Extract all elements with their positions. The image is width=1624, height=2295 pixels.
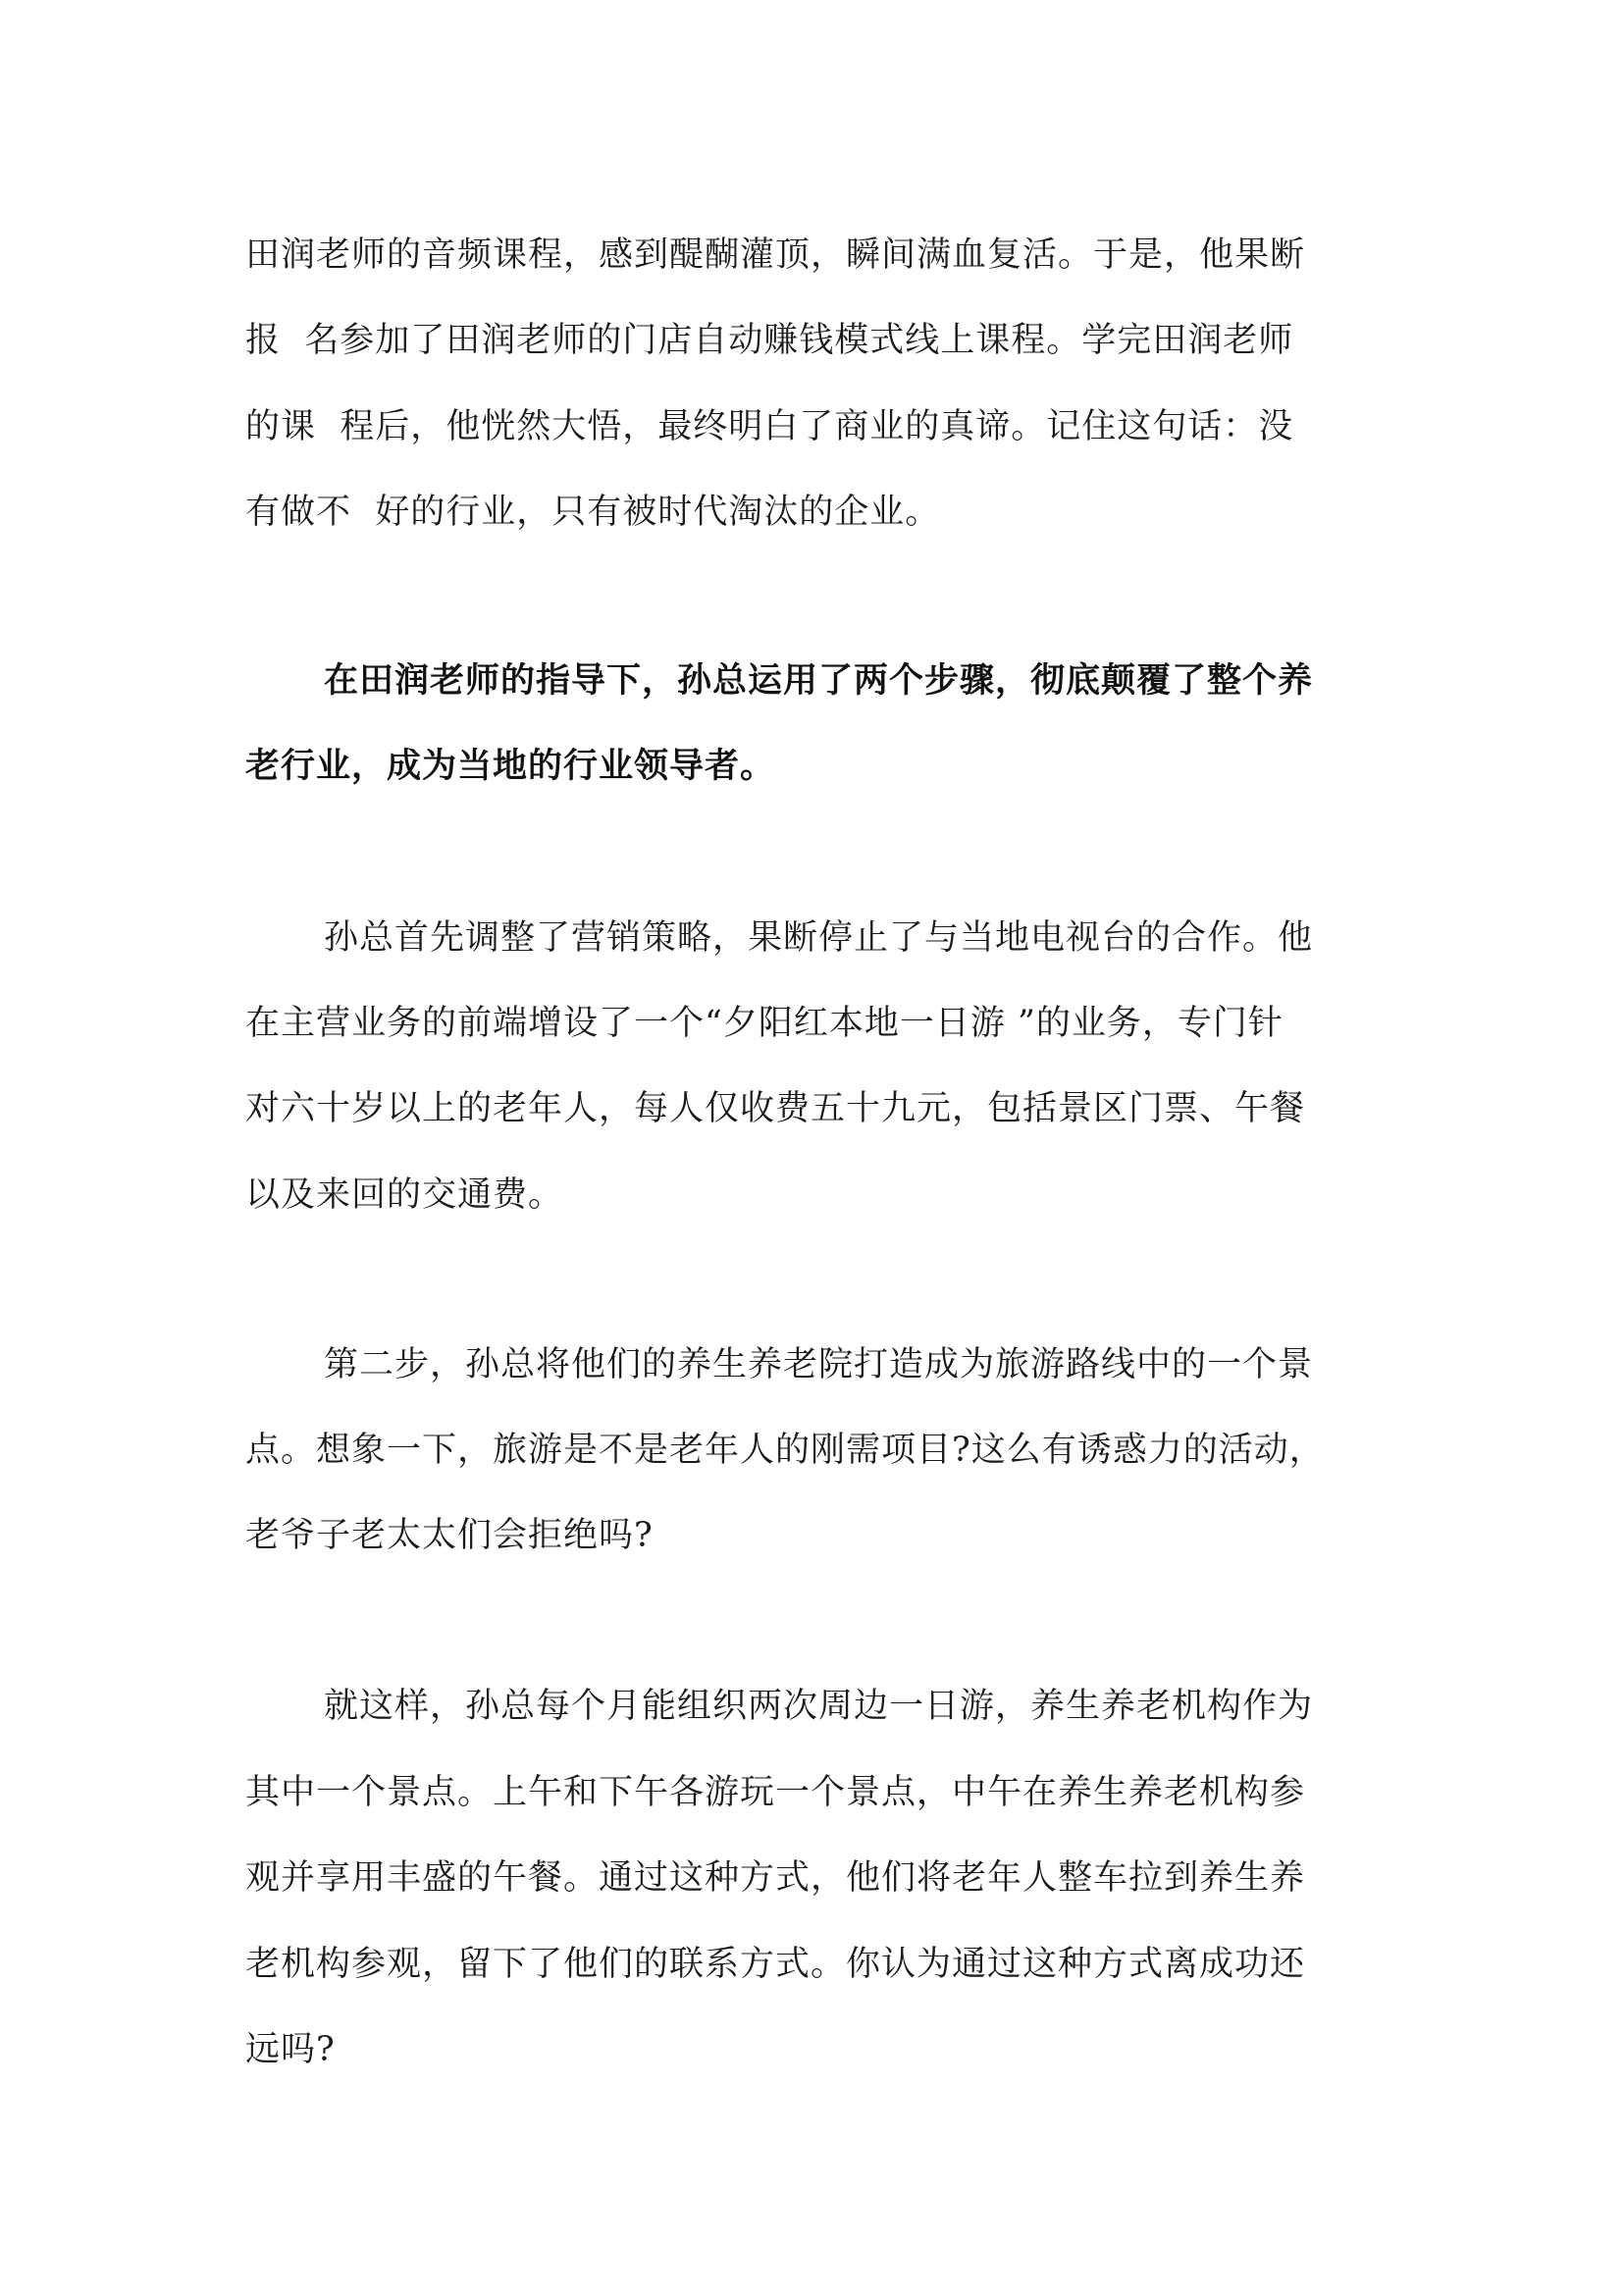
paragraph-3-line-3: 对六十岁以上的老年人，每人仅收费五十九元，包括景区门票、午餐 [245,1089,1306,1128]
paragraph-5-line-4: 老机构参观，留下了他们的联系方式。你认为通过这种方式离成功还 [245,1945,1306,1984]
paragraph-4-line-2: 点。想象一下，旅游是不是老年人的刚需项目?这么有诱惑力的活动， [245,1431,1325,1470]
paragraph-1-line-1: 田润老师的音频课程，感到醍醐灌顶，瞬间满血复活。于是，他果断 [245,235,1306,275]
paragraph-5-line-1: 就这样，孙总每个月能组织两次周边一日游，养生养老机构作为 [324,1687,1314,1726]
paragraph-5-line-3: 观并享用丰盛的午餐。通过这种方式，他们将老年人整车拉到养生养 [245,1858,1306,1898]
paragraph-2-line-2: 老行业，成为当地的行业领导者。 [245,747,776,786]
paragraph-5-line-5: 远吗? [245,2030,336,2069]
paragraph-5-line-2: 其中一个景点。上午和下午各游玩一个景点，中午在养生养老机构参 [245,1773,1306,1812]
paragraph-3-line-4: 以及来回的交通费。 [245,1175,564,1215]
paragraph-3-line-2: 在主营业务的前端增设了一个“夕阳红本地一日游 ”的业务，专门针 [245,1004,1283,1043]
paragraph-1-line-4: 有做不 好的行业，只有被时代淘汰的企业。 [245,493,941,532]
paragraph-1-line-2: 报 名参加了田润老师的门店自动赚钱模式线上课程。学完田润老师 [245,321,1294,360]
paragraph-1-line-3: 的课 程后，他恍然大悟，最终明白了商业的真谛。记住这句话：没 [245,407,1294,446]
paragraph-4-line-1: 第二步，孙总将他们的养生养老院打造成为旅游路线中的一个景 [324,1345,1314,1384]
paragraph-2-line-1: 在田润老师的指导下，孙总运用了两个步骤，彻底颠覆了整个养 [324,661,1314,701]
paragraph-4-line-3: 老爷子老太太们会拒绝吗? [245,1516,654,1555]
paragraph-3-line-1: 孙总首先调整了营销策略，果断停止了与当地电视台的合作。他 [324,918,1314,958]
